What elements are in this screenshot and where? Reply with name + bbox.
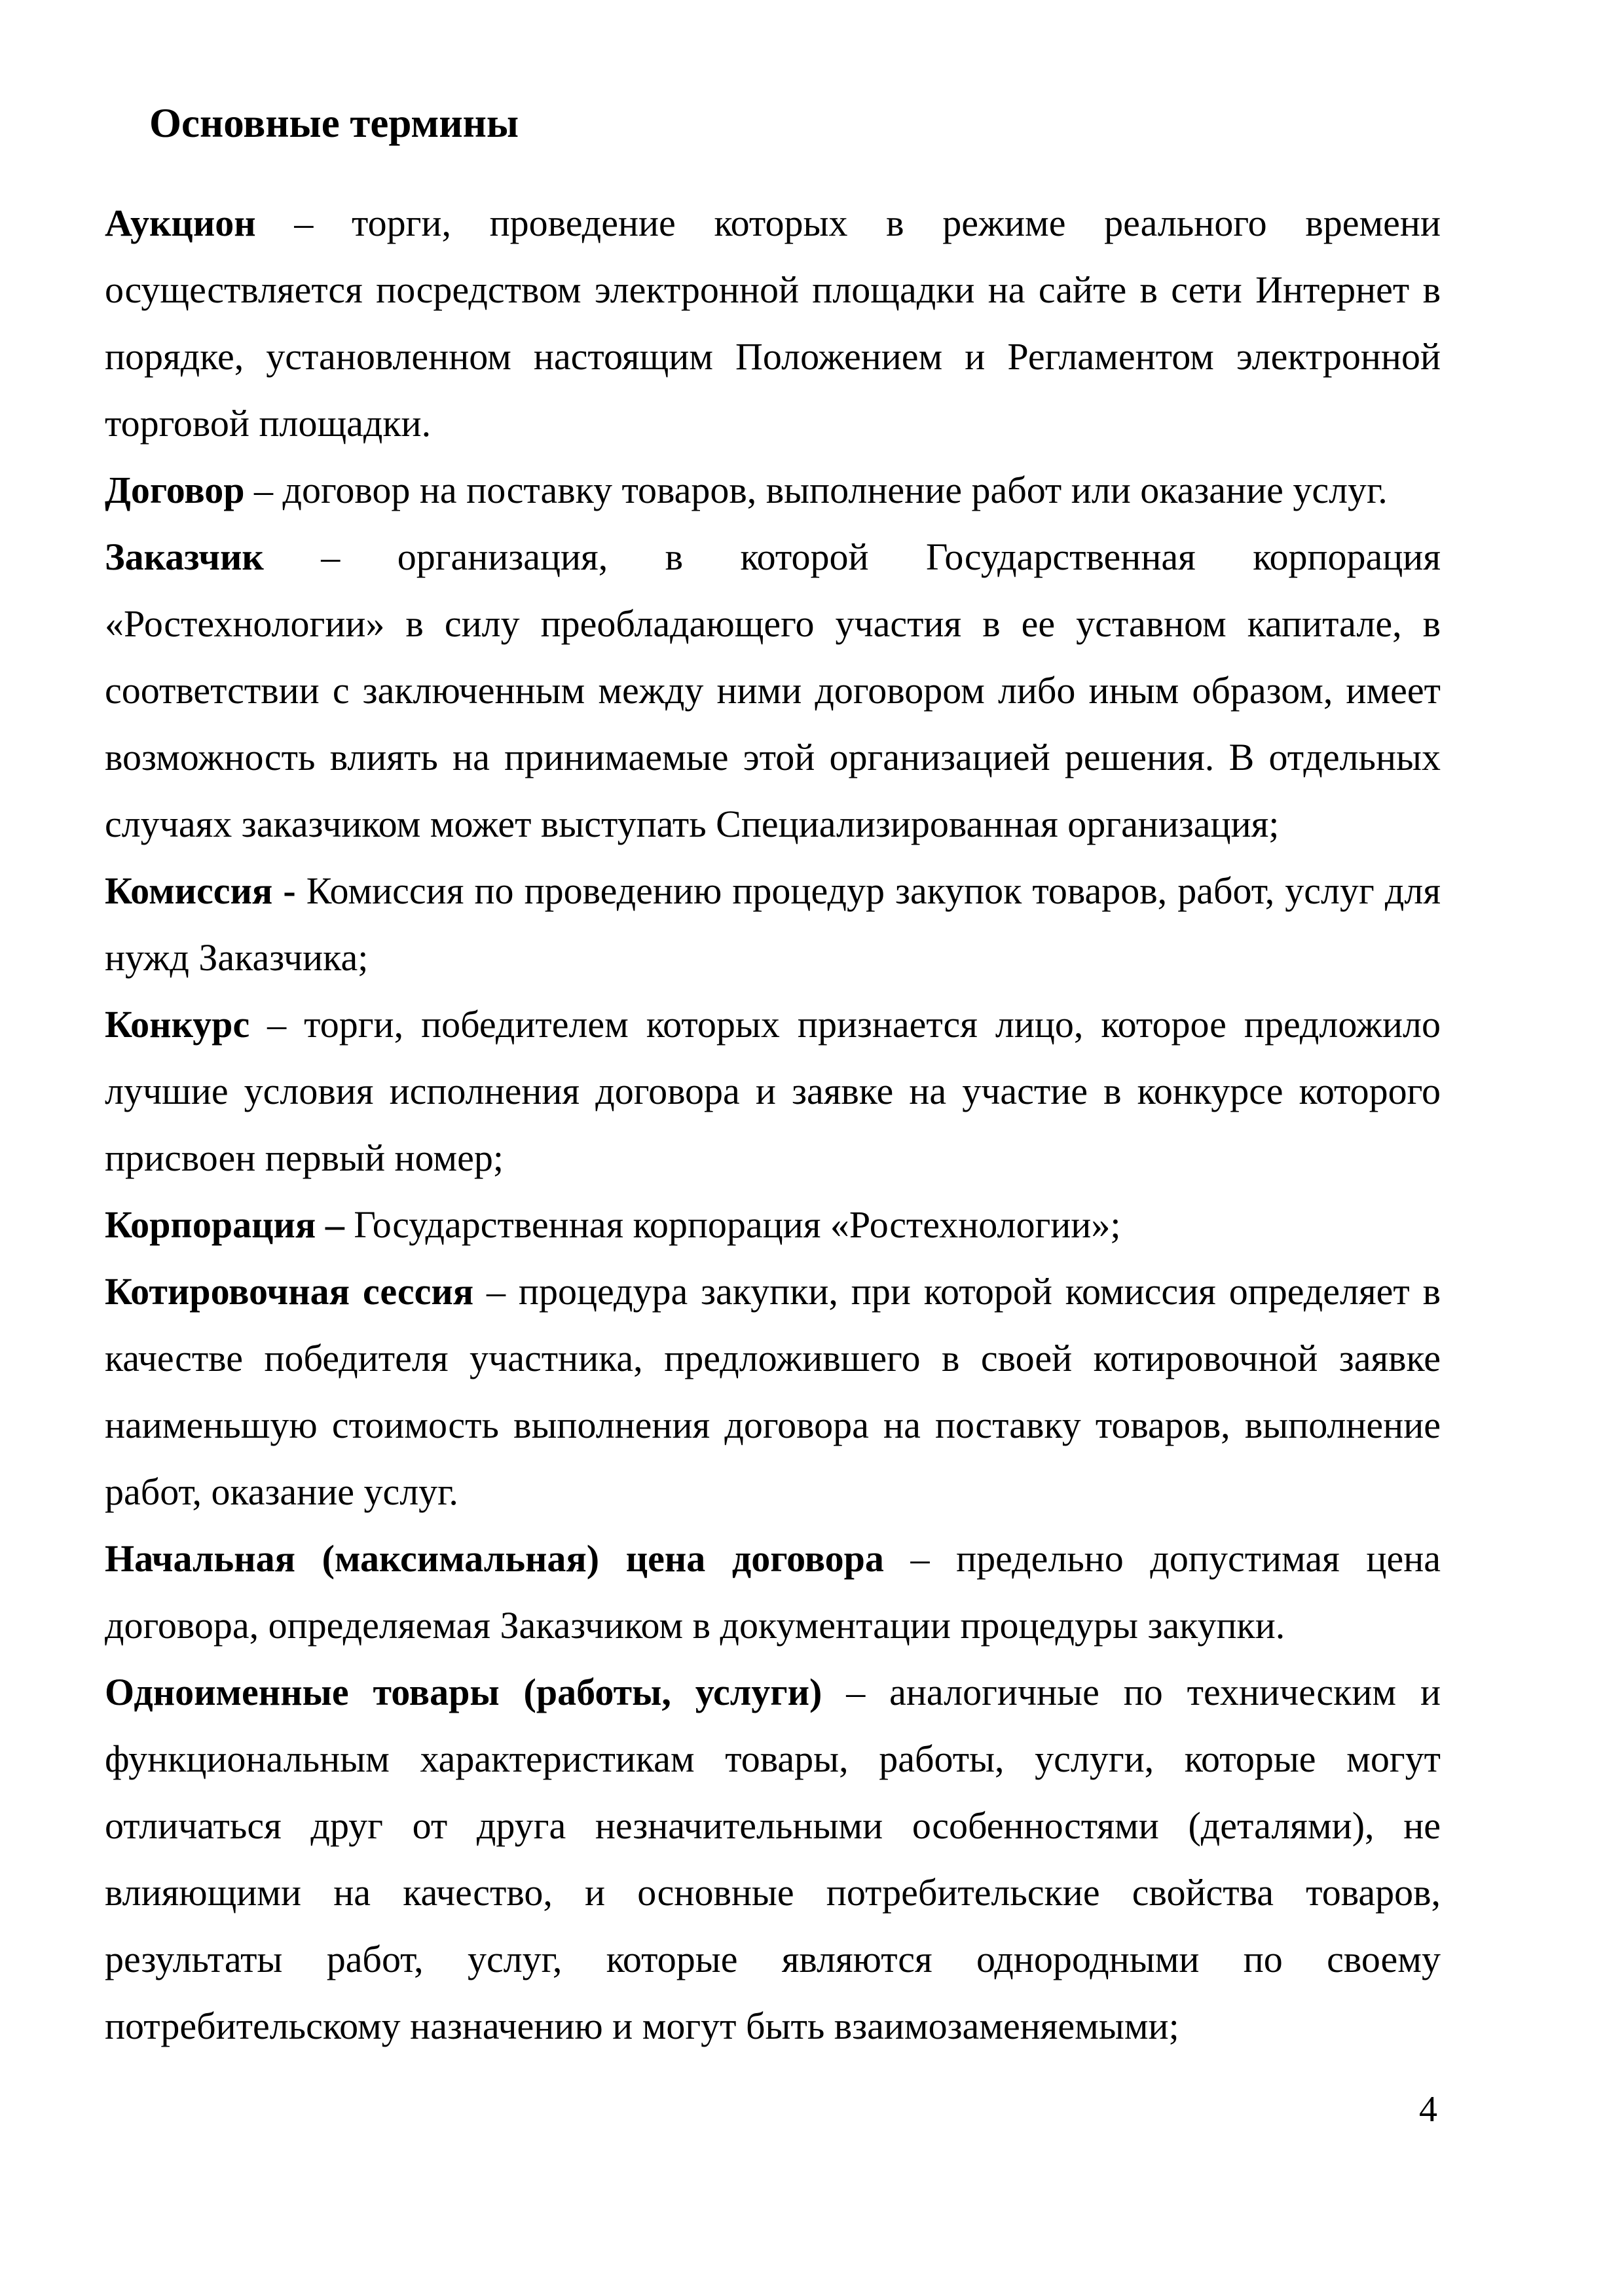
paragraph-auktsion: [105, 190, 1441, 457]
page-title: Основные термины: [149, 100, 519, 146]
paragraph-korporatsiya: [105, 1192, 1441, 1258]
paragraph-dogovor: [105, 457, 1441, 524]
paragraph-nachalnaya-tsena: [105, 1525, 1441, 1659]
term-label: Аукцион: [105, 202, 256, 244]
page-number: 4: [1419, 2089, 1437, 2130]
term-definition: – торги, проведение которых в режиме реального времени осуществляется посредством электронной площадки на сайте в сети Интернет в порядке, установленном настоящим Положением и Регламентом электронной торговой площадки.: [105, 202, 1441, 445]
paragraph-zakazchik: [105, 524, 1441, 858]
term-label: Заказчик: [105, 536, 264, 578]
term-definition: Государственная корпорация «Ростехнологии»;: [344, 1203, 1121, 1246]
term-definition: – торги, победителем которых признается лицо, которое предложило лучшие условия исполнения договора и заявке на участие в конкурсе которого присвоен первый номер;: [105, 1003, 1441, 1179]
term-definition: – процедура закупки, при которой комиссия определяет в качестве победителя участника, предложившего в своей котировочной заявке наименьшую стоимость выполнения договора на поставку товаров, выполнение работ, оказание услуг.: [105, 1270, 1441, 1513]
term-definition: – предельно допустимая цена договора, определяемая Заказчиком в документации процедуры закупки.: [105, 1537, 1441, 1647]
term-label: Начальная (максимальная) цена договора: [105, 1537, 884, 1580]
term-label: Одноименные товары (работы, услуги): [105, 1671, 822, 1713]
term-label: Котировочная сессия: [105, 1270, 474, 1313]
term-definition: – аналогичные по техническим и функциональным характеристикам товары, работы, услуги, которые могут отличаться друг от друга незначительными особенностями (деталями), не влияющими на качество, и основные потребительские свойства товаров, результаты работ, услуг, которые являются однородными по своему потребительскому назначению и могут быть взаимозаменяемыми;: [105, 1671, 1441, 2047]
term-definition: – договор на поставку товаров, выполнение работ или оказание услуг.: [244, 469, 1388, 511]
paragraph-konkurs: [105, 991, 1441, 1192]
term-label: Комиссия -: [105, 869, 296, 912]
paragraph-odnoimennye-tovary: [105, 1659, 1441, 2060]
term-definition: – организация, в которой Государственная корпорация «Ростехнологии» в силу преобладающего участия в ее уставном капитале, в соответствии с заключенным между ними договором либо иным образом, имеет возможность влиять на принимаемые этой организацией решения. В отдельных случаях заказчиком может выступать Специализированная организация;: [105, 536, 1441, 845]
paragraph-kotirovochnaya-sessiya: [105, 1258, 1441, 1525]
term-definition: Комиссия по проведению процедур закупок товаров, работ, услуг для нужд Заказчика;: [105, 869, 1441, 979]
paragraph-komissiya: [105, 858, 1441, 991]
term-label: Корпорация –: [105, 1203, 344, 1246]
term-label: Договор: [105, 469, 245, 511]
term-label: Конкурс: [105, 1003, 250, 1046]
